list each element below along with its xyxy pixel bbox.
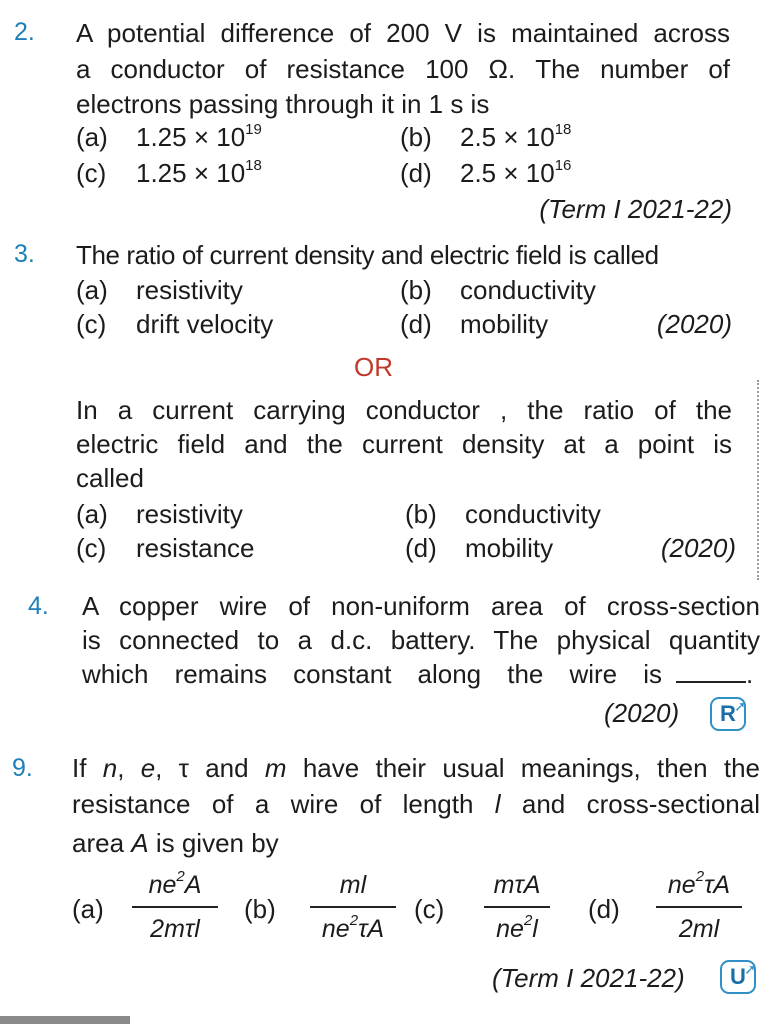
option-label: (a) (76, 499, 108, 529)
option-value: 1.25 × 10 (136, 122, 246, 152)
option-b-label[interactable]: (b) (244, 894, 276, 924)
option-label: (c) (76, 309, 107, 339)
badge-letter: R (720, 701, 736, 726)
option-text: mobility (460, 309, 549, 339)
question-number: 2. (14, 18, 35, 46)
question-text: which remains constant along the wire is (82, 659, 662, 689)
option-label: (d) (400, 309, 432, 339)
option-a[interactable] (76, 273, 243, 307)
option-label: (b) (400, 122, 432, 152)
source-reference: (Term I 2021-22) (539, 194, 732, 224)
option-label: (b) (405, 499, 437, 529)
source-reference: (2020) (604, 698, 680, 728)
option-a[interactable] (76, 120, 262, 154)
question-text: In a current carrying conductor , the ratio of the (76, 395, 732, 425)
option-value: 1.25 × 10 (136, 158, 246, 188)
exponent: 18 (245, 157, 262, 174)
page-footer-bar (0, 1016, 130, 1024)
badge-letter: U (730, 964, 746, 989)
option-text: resistivity (136, 499, 243, 529)
exponent: 18 (554, 121, 572, 138)
question-text: is connected to a d.c. battery. The physical quantity (82, 625, 760, 655)
option-b[interactable] (400, 120, 571, 154)
option-a-label[interactable]: (a) (72, 894, 104, 924)
question-text: resistance of a wire of length l and cross-sectional (72, 789, 760, 819)
source-reference: (2020) (656, 309, 732, 339)
or-separator: OR (354, 352, 393, 382)
option-d[interactable] (400, 307, 548, 341)
question-text: A copper wire of non-uniform area of cross-section (82, 591, 760, 621)
category-badge (720, 960, 756, 994)
answer-blank[interactable]: . (676, 657, 753, 691)
option-value: 2.5 × 10 (460, 122, 555, 152)
option-value: 2.5 × 10 (460, 158, 555, 188)
option-label: (b) (400, 275, 432, 305)
option-label: (c) (76, 158, 107, 188)
arrow-icon: ➚ (734, 698, 746, 714)
question-text: area A is given by (72, 828, 279, 858)
option-d-label[interactable]: (d) (588, 894, 620, 924)
option-text: drift velocity (136, 309, 274, 339)
option-label: (d) (405, 533, 437, 563)
option-a-fraction: $ne^2A$ 2mτl (132, 870, 218, 944)
question-text: A potential difference of 200 V is maintained across (76, 18, 730, 48)
option-d[interactable] (400, 156, 571, 190)
option-label: (a) (76, 122, 108, 152)
option-text: resistance (136, 533, 255, 563)
option-text: mobility (465, 533, 554, 563)
question-text: The ratio of current density and electric field is called (76, 240, 659, 270)
question-number: 3. (14, 240, 35, 268)
margin-dotted-line (757, 380, 759, 580)
exponent: 19 (245, 121, 262, 138)
question-text: electric field and the current density at a point is (76, 429, 732, 459)
source-reference: (2020) (660, 533, 736, 563)
question-number: 9. (12, 754, 33, 782)
arrow-icon: ➚ (744, 961, 756, 977)
option-c-fraction: mτA $ne^2l$ (484, 870, 550, 944)
question-number: 4. (28, 592, 49, 620)
option-label: (d) (400, 158, 432, 188)
question-text: called (76, 463, 144, 493)
option-c[interactable] (76, 531, 255, 565)
option-text: conductivity (465, 499, 601, 529)
category-badge (710, 697, 746, 731)
question-text: electrons passing through it in 1 s is (76, 89, 490, 119)
option-a[interactable] (76, 497, 243, 531)
question-text: a conductor of resistance 100 Ω. The number of (76, 54, 730, 84)
option-c-label[interactable]: (c) (414, 894, 445, 924)
option-label: (a) (76, 275, 108, 305)
option-d[interactable] (405, 531, 553, 565)
exponent: 16 (554, 157, 572, 174)
question-text: If n, e, τ and m have their usual meanings, then the (72, 753, 761, 783)
option-d-fraction: $ne^2\tau A$ 2ml (656, 870, 742, 944)
option-text: conductivity (460, 275, 596, 305)
option-b-fraction: ml $ne^2\tau A$ (310, 870, 396, 944)
option-label: (c) (76, 533, 107, 563)
source-reference: (Term I 2021-22) (492, 963, 685, 993)
option-c[interactable] (76, 156, 262, 190)
option-text: resistivity (136, 275, 243, 305)
option-c[interactable] (76, 307, 273, 341)
option-b[interactable] (400, 273, 596, 307)
option-b[interactable] (405, 497, 601, 531)
